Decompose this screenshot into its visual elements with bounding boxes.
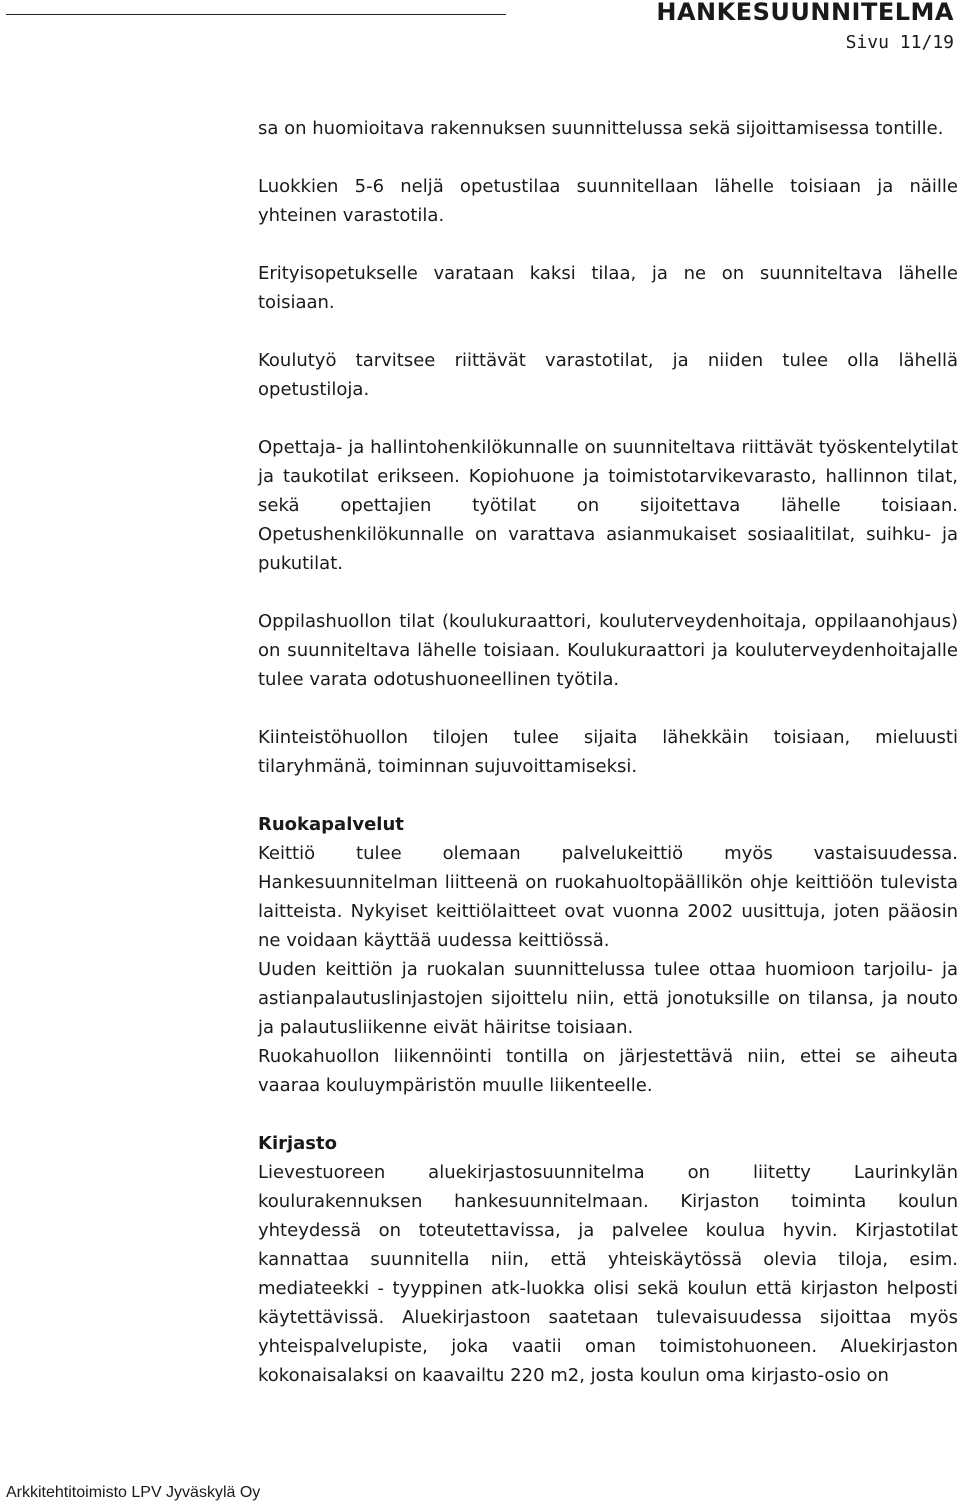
paragraph: Koulutyö tarvitsee riittävät varastotilat, ja niiden tulee olla lähellä opetustiloja. xyxy=(258,350,958,400)
paragraph: Kiinteistöhuollon tilojen tulee sijaita lähekkäin toisiaan, mieluusti tilaryhmänä, toiminnan sujuvoittamiseksi. xyxy=(258,727,958,777)
page-number: Sivu 11/19 xyxy=(845,32,954,53)
section-heading-kirjasto: Kirjasto xyxy=(258,1133,337,1154)
footer-company: Arkkitehtitoimisto LPV Jyväskylä Oy xyxy=(6,1484,261,1501)
paragraph: Opettaja- ja hallintohenkilökunnalle on suunniteltava riittävät työskentelytilat ja taukotilat erikseen. Kopiohuone ja toimistotarvikevarasto, hallinnon tilat, sekä opettajien työtilat on sijoitettava lähelle toisiaan. Opetushenkilökunnalle on varattava asianmukaiset sosiaalitilat, suihku- ja pukutilat. xyxy=(258,437,958,574)
paragraph: sa on huomioitava rakennuksen suunnittelussa sekä sijoittamisessa tontille. xyxy=(258,118,944,139)
paragraph: Lievestuoreen aluekirjastosuunnitelma on liitetty Laurinkylän koulurakennuksen hankesuunnitelmaan. Kirjaston toiminta koulun yhteydessä on toteutettavissa, ja palvelee koulua hyvin. Kirjastotilat kannattaa suunnitella niin, että yhteiskäytössä olevia tiloja, esim. mediateekki - tyyppinen atk-luokka olisi sekä koulun että kirjaston helposti käytettävissä. Aluekirjastoon saatetaan tulevaisuudessa sijoittaa myös yhteispalvelupiste, joka vaatii oman toimistohuoneen. Aluekirjaston kokonaisalaksi on kaavailtu 220 m2, josta koulun oma kirjasto-osio on xyxy=(258,1162,958,1386)
paragraph: Ruokahuollon liikennöinti tontilla on järjestettävä niin, ettei se aiheuta vaaraa kouluympäristön muulle liikenteelle. xyxy=(258,1046,958,1096)
document-title: HANKESUUNNITELMA xyxy=(656,0,954,26)
paragraph: Uuden keittiön ja ruokalan suunnittelussa tulee ottaa huomioon tarjoilu- ja astianpalautuslinjastojen sijoittelu niin, että jonotuksille on tilansa, ja nouto ja palautusliikenne eivät häiritse toisiaan. xyxy=(258,959,958,1038)
paragraph: Luokkien 5-6 neljä opetustilaa suunnitellaan lähelle toisiaan ja näille yhteinen varastotila. xyxy=(258,176,958,226)
paragraph: Erityisopetukselle varataan kaksi tilaa, ja ne on suunniteltava lähelle toisiaan. xyxy=(258,263,958,313)
header-rule xyxy=(6,14,506,15)
paragraph: Keittiö tulee olemaan palvelukeittiö myös vastaisuudessa. Hankesuunnitelman liitteenä on ruokahuoltopäällikön ohje keittiöön tulevista laitteista. Nykyiset keittiölaitteet ovat vuonna 2002 uusittuja, joten pääosin ne voidaan käyttää uudessa keittiössä. xyxy=(258,843,958,951)
document-body xyxy=(258,114,958,1390)
paragraph: Oppilashuollon tilat (koulukuraattori, kouluterveydenhoitaja, oppilaanohjaus) on suunniteltava lähelle toisiaan. Koulukuraattori ja kouluterveydenhoitajalle tulee varata odotushuoneellinen työtila. xyxy=(258,611,958,690)
section-heading-ruokapalvelut: Ruokapalvelut xyxy=(258,814,404,835)
